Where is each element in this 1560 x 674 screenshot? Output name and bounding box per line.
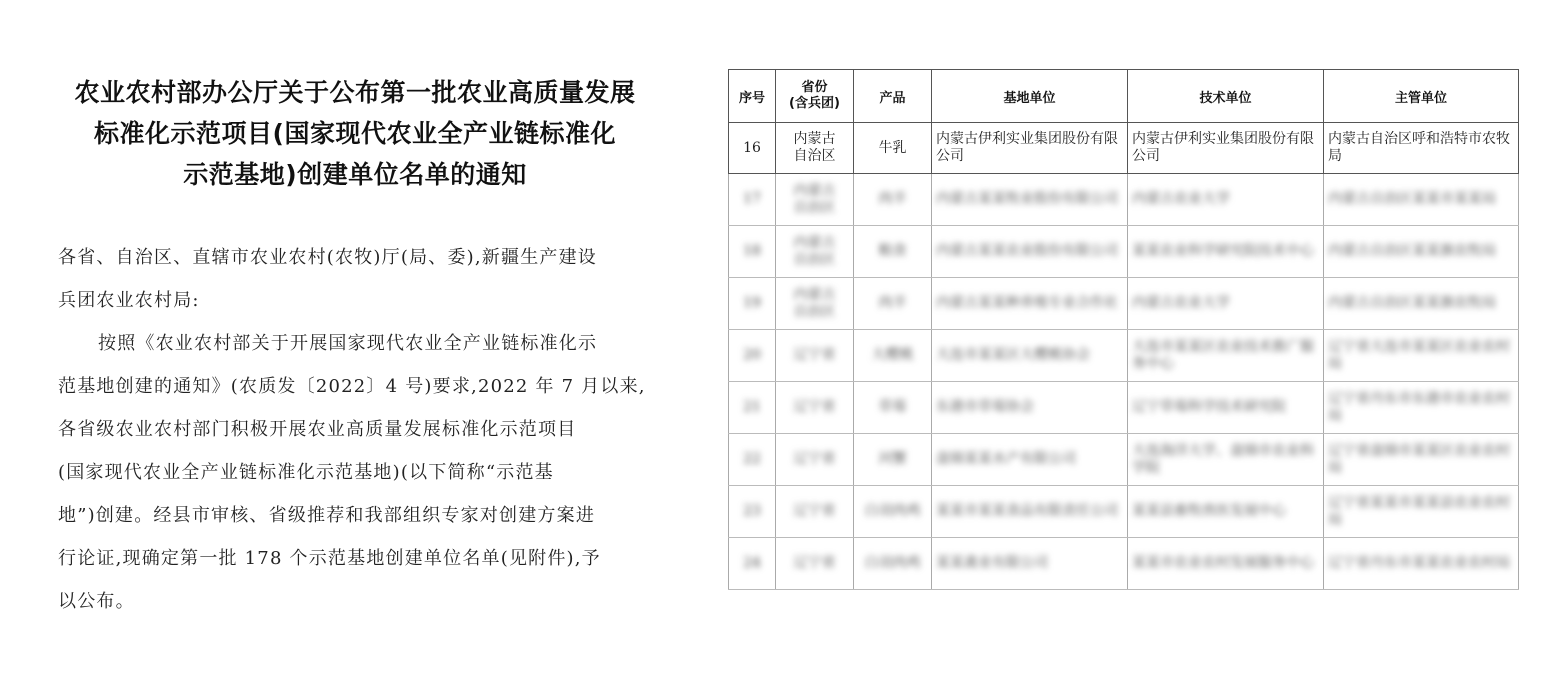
header-tech-unit: 技术单位 <box>1128 70 1324 123</box>
cell-tech-unit: 辽宁草莓科学技术研究院 <box>1128 382 1324 434</box>
body-line: 范基地创建的通知》(农质发〔2022〕4 号)要求,2022 年 7 月以来, <box>58 376 646 397</box>
cell-province: 辽宁省 <box>776 434 854 486</box>
cell-base-unit: 内蒙古伊利实业集团股份有限公司 <box>932 123 1128 174</box>
cell-province: 内蒙古 自治区 <box>776 123 854 174</box>
notice-body <box>58 236 668 623</box>
cell-tech-unit: 大连海洋大学、盘锦市农业科学院 <box>1128 434 1324 486</box>
cell-base-unit: 盘锦某某水产有限公司 <box>932 434 1128 486</box>
table-row <box>729 226 1519 278</box>
cell-authority: 内蒙古自治区呼和浩特市农牧局 <box>1324 123 1519 174</box>
cell-authority: 内蒙古自治区某某旗农牧局 <box>1324 226 1519 278</box>
cell-province: 内蒙古 自治区 <box>776 226 854 278</box>
table-row <box>729 174 1519 226</box>
body-line: 兵团农业农村局: <box>58 290 200 311</box>
body-line: (国家现代农业全产业链标准化示范基地)(以下简称“示范基 <box>58 462 554 483</box>
header-serial: 序号 <box>729 70 776 123</box>
cell-base-unit: 内蒙古某某种养殖专业合作社 <box>932 278 1128 330</box>
table-row <box>729 278 1519 330</box>
title-line: 农业农村部办公厅关于公布第一批农业高质量发展 <box>74 78 636 107</box>
cell-product: 大樱桃 <box>854 330 932 382</box>
title-line: 示范基地)创建单位名单的通知 <box>183 160 527 189</box>
cell-product: 河蟹 <box>854 434 932 486</box>
table-body <box>729 123 1519 590</box>
cell-serial: 19 <box>729 278 776 330</box>
cell-serial: 24 <box>729 538 776 590</box>
title-line: 标准化示范项目(国家现代农业全产业链标准化 <box>94 119 616 148</box>
cell-tech-unit: 大连市某某区农业技术推广服务中心 <box>1128 330 1324 382</box>
cell-province: 辽宁省 <box>776 538 854 590</box>
cell-tech-unit: 内蒙古农业大学 <box>1128 174 1324 226</box>
cell-authority: 辽宁省盘锦市某某区农业农村局 <box>1324 434 1519 486</box>
body-line: 地”)创建。经县市审核、省级推荐和我部组织专家对创建方案进 <box>58 505 596 526</box>
cell-serial: 21 <box>729 382 776 434</box>
header-product: 产品 <box>854 70 932 123</box>
cell-serial: 18 <box>729 226 776 278</box>
cell-base-unit: 东港市草莓协会 <box>932 382 1128 434</box>
cell-province: 内蒙古 自治区 <box>776 174 854 226</box>
cell-tech-unit: 内蒙古农业大学 <box>1128 278 1324 330</box>
cell-product: 草莓 <box>854 382 932 434</box>
notice-title <box>40 72 670 195</box>
cell-province: 辽宁省 <box>776 330 854 382</box>
cell-base-unit: 内蒙古某某农业股份有限公司 <box>932 226 1128 278</box>
cell-province: 内蒙古 自治区 <box>776 278 854 330</box>
notice-document <box>0 0 700 674</box>
cell-authority: 辽宁省丹东市某某农业农村局 <box>1324 538 1519 590</box>
cell-base-unit: 内蒙古某某牧业股份有限公司 <box>932 174 1128 226</box>
table-row <box>729 382 1519 434</box>
cell-product: 白羽肉鸡 <box>854 538 932 590</box>
cell-product: 肉羊 <box>854 174 932 226</box>
cell-product: 肉羊 <box>854 278 932 330</box>
body-line: 各省、自治区、直辖市农业农村(农牧)厅(局、委),新疆生产建设 <box>58 247 598 268</box>
table-row <box>729 123 1519 174</box>
body-line: 行论证,现确定第一批 178 个示范基地创建单位名单(见附件),予 <box>58 548 601 569</box>
cell-authority: 内蒙古自治区某某旗农牧局 <box>1324 278 1519 330</box>
cell-tech-unit: 某某农业科学研究院技术中心 <box>1128 226 1324 278</box>
table-row <box>729 538 1519 590</box>
cell-tech-unit: 某某县畜牧兽医发展中心 <box>1128 486 1324 538</box>
table-row <box>729 486 1519 538</box>
cell-product: 粮食 <box>854 226 932 278</box>
table-row <box>729 434 1519 486</box>
cell-base-unit: 某某禽业有限公司 <box>932 538 1128 590</box>
cell-authority: 辽宁省某某市某某县农业农村局 <box>1324 486 1519 538</box>
header-province: 省份 (含兵团) <box>776 70 854 123</box>
cell-tech-unit: 内蒙古伊利实业集团股份有限公司 <box>1128 123 1324 174</box>
body-line: 以公布。 <box>58 591 135 612</box>
body-line: 各省级农业农村部门积极开展农业高质量发展标准化示范项目 <box>58 419 577 440</box>
table-header-row <box>729 70 1519 123</box>
cell-authority: 内蒙古自治区某某市某某局 <box>1324 174 1519 226</box>
cell-serial: 17 <box>729 174 776 226</box>
units-table-panel <box>728 69 1518 590</box>
cell-province: 辽宁省 <box>776 382 854 434</box>
cell-product: 牛乳 <box>854 123 932 174</box>
cell-serial: 23 <box>729 486 776 538</box>
cell-serial: 20 <box>729 330 776 382</box>
cell-product: 白羽肉鸡 <box>854 486 932 538</box>
header-base-unit: 基地单位 <box>932 70 1128 123</box>
table-row <box>729 330 1519 382</box>
body-line: 按照《农业农村部关于开展国家现代农业全产业链标准化示 <box>98 333 598 354</box>
cell-serial: 16 <box>729 123 776 174</box>
cell-base-unit: 大连市某某区大樱桃协会 <box>932 330 1128 382</box>
cell-authority: 辽宁省大连市某某区农业农村局 <box>1324 330 1519 382</box>
cell-province: 辽宁省 <box>776 486 854 538</box>
cell-tech-unit: 某某市农业农村发展服务中心 <box>1128 538 1324 590</box>
cell-serial: 22 <box>729 434 776 486</box>
cell-base-unit: 某某市某某食品有限责任公司 <box>932 486 1128 538</box>
header-authority: 主管单位 <box>1324 70 1519 123</box>
units-table <box>728 69 1519 590</box>
cell-authority: 辽宁省丹东市东港市农业农村局 <box>1324 382 1519 434</box>
